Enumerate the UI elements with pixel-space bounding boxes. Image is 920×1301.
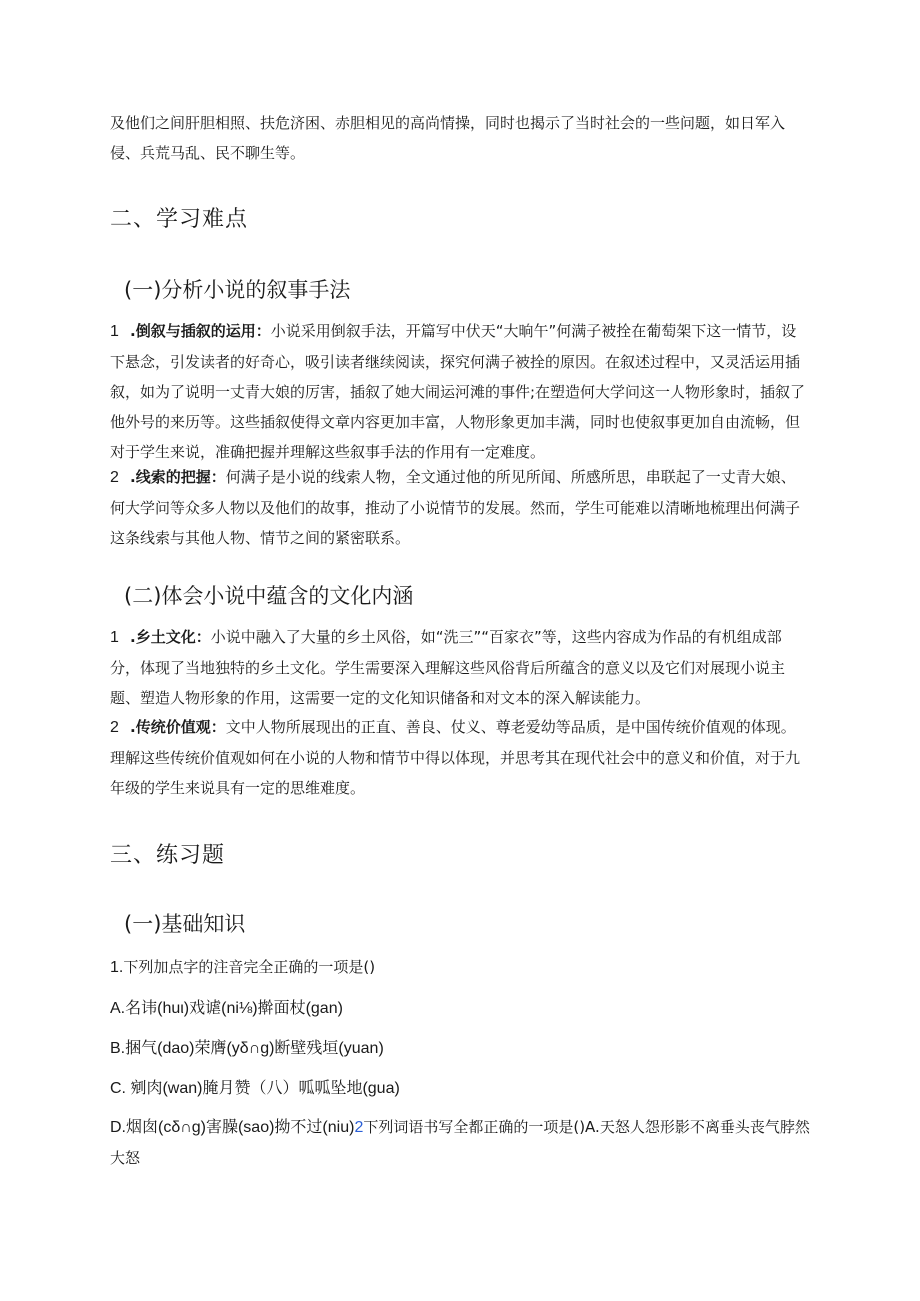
intro-paragraph: 及他们之间肝胆相照、扶危济困、赤胆相见的高尚情操，同时也揭示了当时社会的一些问题，如日军入侵、兵荒马乱、民不聊生等。 <box>110 114 786 162</box>
subsection-heading-culture: (二)体会小说中蕴含的文化内涵 <box>124 584 414 608</box>
question-2-text: 下列词语书写全都正确的一项是()A.天怒人怨形影不离垂头丧气脖然大怒 <box>110 1118 810 1167</box>
question-1-option-d <box>110 1112 810 1173</box>
item-text: 何满子是小说的线索人物，全文通过他的所见所闻、所感所思，串联起了一丈青大娘、何大学问等众多人物以及他们的故事，推动了小说情节的发展。然而，学生可能难以清晰地梳理出何满子这条线索与其他人物、情节之间的紧密联系。 <box>110 468 801 547</box>
option-d-text: D.烟囱(cδ∩g)害臊(sao)拗不过(niu) <box>110 1119 355 1136</box>
item-number: 1 <box>110 629 119 646</box>
question-1-option-b: B.捆气(dao)荣膺(yδ∩g)断壁残垣(yuan) <box>110 1040 384 1057</box>
list-item <box>110 622 810 713</box>
question-2-number: 2 <box>354 1119 364 1136</box>
subsection-heading-narrative: (一)分析小说的叙事手法 <box>124 278 351 302</box>
item-number: 1 <box>110 323 119 340</box>
subsection-heading-basics: (一)基础知识 <box>124 912 246 936</box>
list-item <box>110 316 810 467</box>
item-text: 小说中融入了大量的乡土风俗，如“洗三”“百家衣”等，这些内容成为作品的有机组成部分，体现了当地独特的乡土文化。学生需要深入理解这些风俗背后所蕴含的意义以及它们对展现小说主题、塑造人物形象的作用，这需要一定的文化知识储备和对文本的深入解读能力。 <box>110 628 786 707</box>
section-heading-exercises: 三、练习题 <box>110 843 226 868</box>
item-label: .线索的把握： <box>130 468 226 486</box>
list-item <box>110 712 810 803</box>
item-text: 文中人物所展现出的正直、善良、仗义、尊老爱幼等品质，是中国传统价值观的体现。理解这些传统价值观如何在小说的人物和情节中得以体现，并思考其在现代社会中的意义和价值，对于九年级的学生来说具有一定的思维难度。 <box>110 718 801 797</box>
item-number: 2 <box>110 719 119 736</box>
question-text: 下列加点字的注音完全正确的一项是() <box>123 958 376 976</box>
question-number: 1. <box>110 959 124 976</box>
question-1-stem <box>110 952 810 983</box>
list-item <box>110 462 810 553</box>
item-number: 2 <box>110 469 119 486</box>
item-text: 小说采用倒叙手法，开篇写中伏天“大晌午”何满子被拴在葡萄架下这一情节，设下悬念，引发读者的好奇心，吸引读者继续阅读，探究何满子被拴的原因。在叙述过程中，又灵活运用插叙，如为了说明一丈青大娘的厉害，插叙了她大闹运河滩的事件;在塑造何大学问这一人物形象时，插叙了他外号的来历等。这些插叙使得文章内容更加丰富，人物形象更加丰满，同时也使叙事更加自由流畅，但对于学生来说，准确把握并理解这些叙事手法的作用有一定难度。 <box>110 322 806 461</box>
question-1-option-c: C. 剜肉(wan)腌月赞（八）呱呱坠地(gua) <box>110 1080 400 1097</box>
item-label: .乡土文化： <box>130 628 211 646</box>
item-label: .倒叙与插叙的运用： <box>130 322 271 340</box>
section-heading-difficulties: 二、学习难点 <box>110 207 249 232</box>
question-1-option-a: A.名讳(huι)戏谑(ni⅛)擀面杖(gan) <box>110 1000 343 1017</box>
item-label: .传统价值观： <box>130 718 226 736</box>
